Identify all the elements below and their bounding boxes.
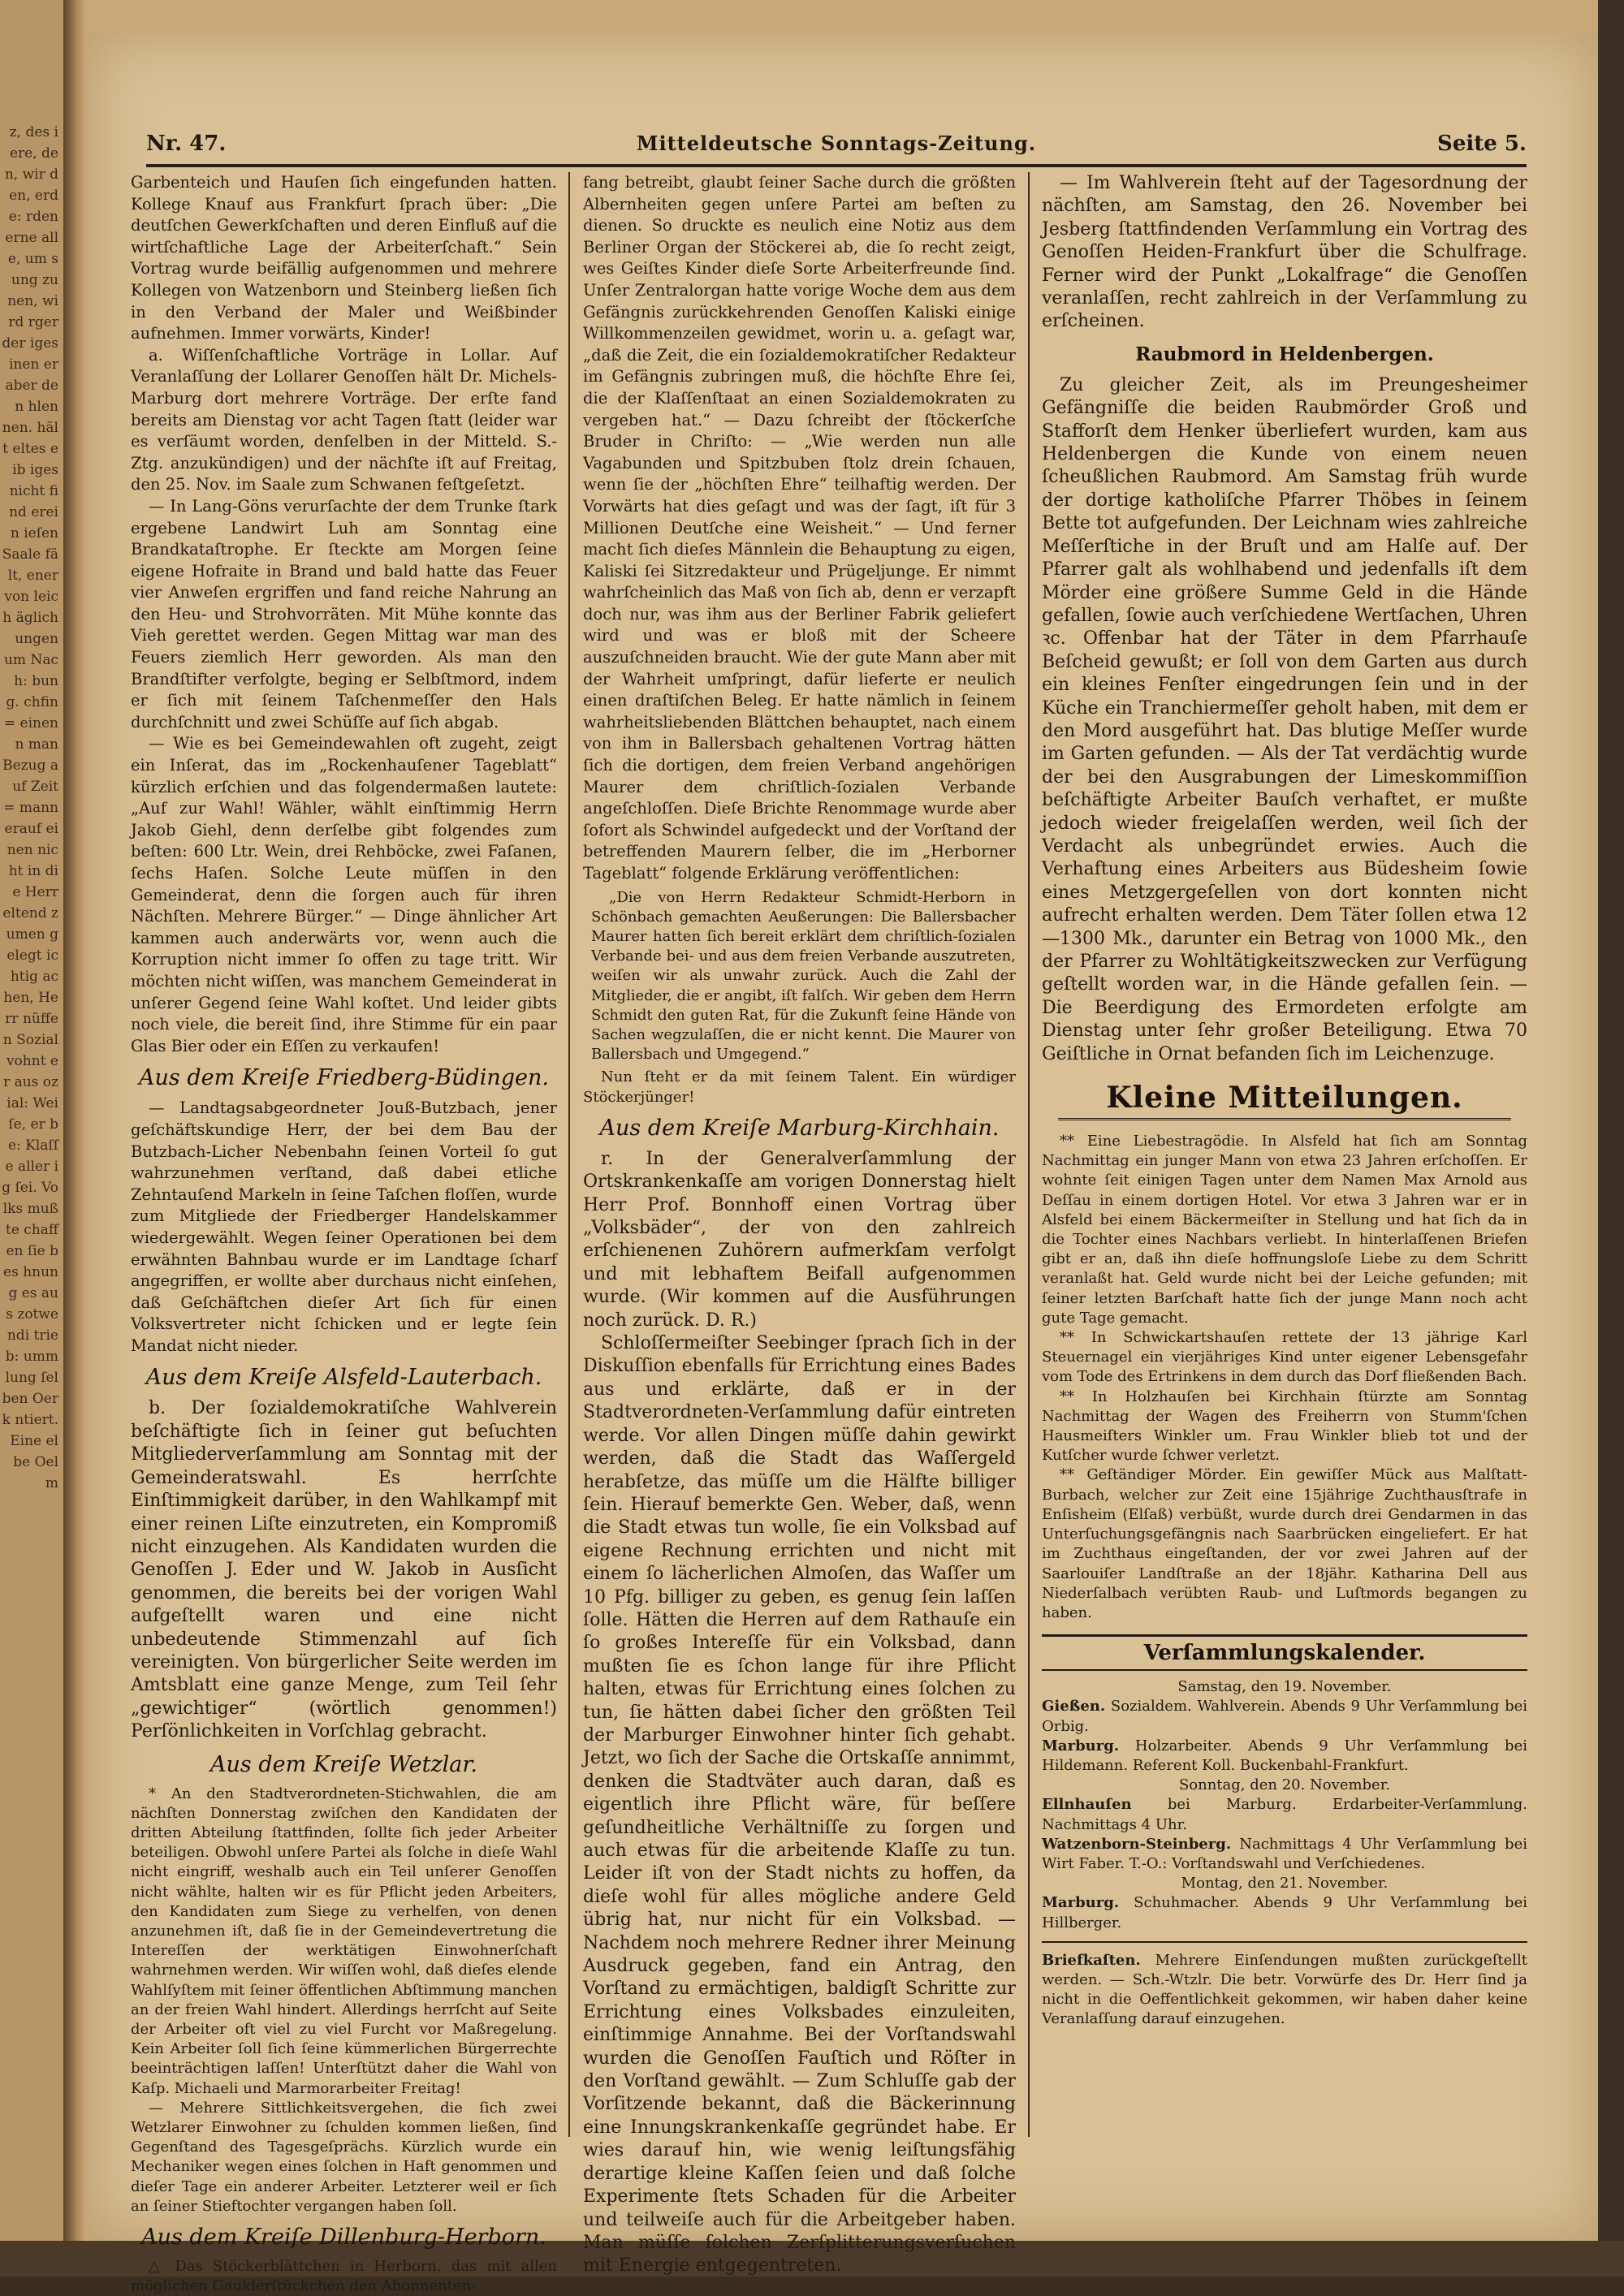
column-2 [583,172,1016,2277]
header-rule [146,164,1527,167]
article-paragraph: b. Der ſozialdemokratiſche Wahlverein beſchäftigte ſich in ſeiner gut beſuchten Mitgliederverſammlung am Sonntag mit der Gemeinderatswahl. Es herrſchte Einſtimmigkeit darüber, in den Wahlkampf mit einer reinen Liſte einzutreten, ein Kompromiß nicht einzugehen. Als Kandidaten wurden die Genoſſen J. Eder und W. Jakob in Ausſicht genommen, die bereits bei der vorigen Wahl aufgeſtellt waren und eine nicht unbedeutende Stimmenzahl auf ſich vereinigten. Von bürgerlicher Seite werden im Amtsblatt eine ganze Menge, zum Teil ſehr „gewichtiger“ (wörtlich genommen!) Perſönlichkeiten in Vorſchlag gebracht. [131,1398,557,1742]
column-rule-2 [1028,172,1030,2137]
calendar-date: Montag, den 21. November. [1181,1875,1389,1892]
book-gutter [63,0,86,2277]
calendar-details: Sozialdem. Wahlverein. Abends 9 Uhr Verſammlung bei Orbig. [1042,1698,1528,1735]
calendar-details: Nachmittags 4 Uhr Verſammlung bei Wirt Faber. T.-O.: Vorſtandswahl und Verſchiedenes. [1042,1835,1527,1872]
article-paragraph: fang betreibt, glaubt ſeiner Sache durch die größten Albernheiten gegen unſere Partei am beſten zu dienen. So druckte es neulich eine Notiz aus dem Berliner Organ der Stöckerei ab, die ſo recht zeigt, wes Geiſtes Kinder dieſe Sorte Arbeiterfreunde ſind. Unſer Zentralorgan hatte vorige Woche dem aus dem Gefängnis zurückkehrenden Genoſſen Kaliski einige Willkommenzeilen gewidmet, worin u. a. geſagt war, „daß die Zeit, die ein ſozialdemokratiſcher Redakteur im Gefängnis zubringen muß, die höchſte Ehre ſei, die der Klaſſenſtaat an einen Sozialdemokraten zu vergeben hat.“ — Dazu ſchreibt der ſtöckerſche Bruder in Chriſto: — „Wie werden nun alle Vagabunden und Spitzbuben ſtolz drein ſchauen, wenn ſie der „höchſten Ehre“ teilhaftig werden. Der Vorwärts hat dies geſagt und was der ſagt, iſt für 3 Millionen Deutſche eine Weisheit.“ — Und ferner macht ſich dieſes Männlein die Behauptung zu eigen, Kaliski ſei Sitzredakteur und Prügeljunge. Er nimmt wahrſcheinlich das Maß von ſich ab, denn er verzapft doch nur, was ihm aus der Berliner Fabrik geliefert wird und was er bloß mit der Scheere auszuſchneiden braucht. Wie der gute Mann aber mit der Wahrheit umſpringt, dafür lieferte er neulich einen draſtiſchen Beleg. Er hatte nämlich in ſeinem wahrheitsliebenden Blättchen behauptet, nach einem von ihm in Ballersbach gehaltenen Vortrag hätten ſich die dortigen, dem freien Verband angehörigen Maurer dem chriſtlich-ſozialen Verbande angeſchloſſen. Dieſe Brichte Renommage wurde aber ſofort als Schwindel aufgedeckt und der Vorſtand der betreffenden Maurern ſelber, die im „Herborner Tageblatt“ folgende Erklärung veröffentlichen: [583,173,1016,883]
section-heading: Aus dem Kreiſe Friedberg-Büdingen. [139,1065,549,1091]
article-paragraph: — Im Wahlverein ſteht auf der Tagesordnung der nächſten, am Samstag, den 26. November bei Jesberg ſtattfindenden Verſammlung ein Vortrag des Genoſſen Heiden-Frankfurt über die Schulfrage. Ferner wird der Punkt „Lokalfrage“ die Genoſſen veranlaſſen, recht zahlreich in der Verſammlung zu erſcheinen. [1042,173,1527,332]
letterbox-text: Mehrere Einſendungen mußten zurückgeſtellt werden. — Sch.-Wtzlr. Die betr. Vorwürfe des Dr. Herr ſind ja nicht in die Oeffentlichkeit gekommen, wir haben daher keine Veranlaſſung darauf einzugehen. [1042,1951,1527,2028]
right-binding-edge [1598,0,1624,2277]
calendar-place: Ellnhauſen [1042,1796,1132,1814]
article-paragraph: * An den Stadtverordneten-Stichwahlen, die am nächſten Donnerstag zwiſchen den Kandidaten der dritten Abteilung ſtattfinden, ſollte ſich jeder Arbeiter beteiligen. Obwohl unſere Partei als ſolche in dieſe Wahl nicht eingriff, weshalb auch ein Teil unſerer Genoſſen nicht wählte, halten wir es für Pflicht jeden Arbeiters, den Kandidaten zum Siege zu verhelfen, von denen anzunehmen iſt, daß ſie in der Gemeindevertretung die Intereſſen der werktätigen Einwohnerſchaft wahrnehmen werden. Wir wiſſen wohl, daß dieſes elende Wahlſyſtem mit ſeiner öffentlichen Abſtimmung manchen an der freien Wahl hindert. Allerdings herrſcht auf Seite der Arbeiter oft viel zu viel Furcht vor Maßregelung. Kein Arbeiter ſoll ſich ſeine kümmerlichen Bürgerrechte beeinträchtigen laſſen! Unterſtützt daher die Wahl von Kaſp. Michaeli und Marmorarbeiter Freitag! [131,1785,557,2097]
calendar-entry [1042,1795,1527,1834]
article-paragraph: — Mehrere Sittlichkeitsvergehen, die ſich zwei Wetzlarer Einwohner zu ſchulden kommen ließen, ſind Gegenſtand des Tagesgeſprächs. Kürzlich wurde ein Mechaniker wegen eines ſolchen in Haft genommen und dieſer Tage ein anderer Arbeiter. Letzterer weil er ſich an ſeiner Stieftochter vergangen haben ſoll. [131,2099,557,2215]
section-heading: Aus dem Kreiſe Dillenburg-Herborn. [141,2225,546,2251]
calendar-entry [1042,1835,1527,1874]
calendar-place: Marburg. [1042,1737,1120,1754]
section-heading: Raubmord in Heldenbergen. [1135,343,1434,365]
adjacent-page-edge [0,0,67,2277]
article-paragraph: Garbenteich und Hauſen ſich eingefunden hatten. Kollege Knauf aus Frankfurt ſprach über: „Die deutſchen Gewerkſchaften und deren Einfluß auf die wirtſchaftliche Lage der Arbeiterſchaft.“ Sein Vortrag wurde beifällig aufgenommen und mehrere Kollegen von Watzenborn und Steinberg ließen ſich in den Verband der Maler und Weißbinder aufnehmen. Immer vorwärts, Kinder! [131,173,557,343]
article-paragraph: — Landtagsabgeordneter Jouß-Butzbach, jener geſchäftskundige Herr, der bei dem Bau der Butzbach-Licher Nebenbahn ſeinen Vorteil ſo gut wahrzunehmen verſtand, daß dabei etliche Zehntauſend Markeln in ſeine Taſchen floſſen, wurde zum Mitgliede der Friedberger Handelskammer wiedergewählt. Wegen ſeiner Operationen bei dem erwähnten Bahnbau wurde er im Landtage ſcharf angegriffen, er wollte aber durchaus nicht einſehen, daß Geſchäftchen dieſer Art ſich für einen Volksvertreter nicht ſchicken und er legte ſein Mandat nicht nieder. [131,1098,557,1355]
calendar-entry [1042,1737,1527,1776]
news-item: ** Geſtändiger Mörder. Ein gewiſſer Mück aus Malſtatt-Burbach, welcher zur Zeit eine 15jährige Zuchthausſtrafe in Enſisheim (Elſaß) verbüßt, wurde durch drei Gendarmen in das Unterſuchungsgefängnis nach Saarbrücken eingeliefert. Er hat im Zuchthaus eingeſtanden, der vor zwei Jahren auf der Saarlouiſer Landſtraße an der 18jähr. Katharina Dell aus Niederſalbach verübten Raub- und Luſtmords begangen zu haben. [1042,1466,1527,1621]
calendar-place: Watzenborn-Steinberg. [1042,1835,1232,1853]
section-heading: Verſammlungskalender. [1042,1634,1527,1671]
quoted-statement: „Die von Herrn Redakteur Schmidt-Herborn in Schönbach gemachten Aeußerungen: Die Ballersbacher Maurer hatten ſich bereit erklärt dem chriſtlich-ſozialen Verbande bei- und aus dem freien Verbande auszutreten, weiſen wir als unwahr zurück. Auch die Zahl der Mitglieder, die er angibt, iſt falſch. Wir geben dem Herrn Schmidt den guten Rat, für die Zukunft ſeine Hände von Sachen wegzulaſſen, die er nicht kennt. Die Maurer von Ballersbach und Umgegend.“ [591,888,1016,1064]
calendar-details: Holzarbeiter. Abends 9 Uhr Verſammlung bei Hildemann. Referent Koll. Buckenbahl-Frankfurt. [1042,1737,1527,1774]
page-number: Seite 5. [1437,132,1527,156]
section-heading: Kleine Mitteilungen. [1058,1081,1511,1120]
issue-number: Nr. 47. [146,132,227,156]
article-paragraph: Nun ſteht er da mit ſeinem Talent. Ein würdiger Stöckerjünger! [583,1068,1016,1106]
article-paragraph: a. Wiſſenſchaftliche Vorträge in Lollar. Auf Veranlaſſung der Lollarer Genoſſen hält Dr. Michels-Marburg dort mehrere Vorträge. Der erſte fand bereits am Dienstag vor acht Tagen ſtatt (leider war es verſäumt worden, denſelben in der Mitteld. S.-Ztg. anzukündigen) und der nächſte iſt auf Freitag, den 25. Nov. im Saale zum Schwanen feſtgeſetzt. [131,345,557,494]
article-paragraph: Zu gleicher Zeit, als im Preungesheimer Gefängniſſe die beiden Raubmörder Groß und Stafforſt dem Henker überliefert wurden, kam aus Heldenbergen die Kunde von einem neuen ſcheußlichen Raubmord. Am Samstag früh wurde der dortige katholiſche Pfarrer Thöbes in ſeinem Bette tot aufgefunden. Der Leichnam wies zahlreiche Meſſerſtiche in der Bruſt und am Halſe auf. Der Pfarrer galt als wohlhabend und jedenfalls iſt dem Mörder eine größere Summe Geld in die Hände gefallen, ſowie auch verſchiedene Wertſachen, Uhren ꝛc. Offenbar hat der Täter in dem Pfarrhauſe Beſcheid gewußt; er ſoll von dem Garten aus durch ein kleines Fenſter eingedrungen ſein und in der Küche ein Tranchiermeſſer geholt haben, mit dem er den Mord ausgeführt hat. Das blutige Meſſer wurde im Garten gefunden. — Als der Tat verdächtig wurde der bei den Ausgrabungen der Limeskommiſſion beſchäftigte Arbeiter Bauſch verhaftet, er mußte jedoch wieder freigelaſſen werden, weil ſich der Verdacht als unbegründet erwies. Auch die Verhaftung eines Arbeiters aus Büdesheim ſowie eines Metzgergeſellen von dort konnten nicht aufrecht erhalten werden. Dem Täter ſollen etwa 12—1300 Mk., darunter ein Betrag von 1000 Mk., den der Pfarrer zu Wohltätigkeitszwecken zur Verfügung geſtellt worden war, in die Hände gefallen ſein. — Die Beerdigung des Ermordeten erfolgte am Dienstag unter ſehr großer Beteiligung. Etwa 70 Geiſtliche in Ornat befanden ſich im Leichenzuge. [1042,374,1527,1064]
calendar-date: Sonntag, den 20. November. [1178,1776,1391,1794]
column-rule-1 [568,172,570,2137]
letterbox-title: Briefkaſten. [1042,1951,1141,1969]
calendar-entry [1042,1893,1527,1932]
newspaper-title: Mitteldeutsche Sonntags-Zeitung. [636,132,1037,155]
article-paragraph: Schloſſermeiſter Seebinger ſprach ſich in der Diskuſſion ebenfalls für Errichtung eines Bades aus und erklärte, daß er in der Stadtverordneten-Verſammlung dafür eintreten werde. Vor allen Dingen müſſe dahin gewirkt werden, daß die Stadt das Waſſergeld herabſetze, das müſſe um die Hälfte billiger ſein. Hierauf bemerkte Gen. Weber, daß, wenn die Stadt etwas tun wolle, ſie ein Volksbad auf eigene Rechnung errichten und nicht mit einem ſo lächerlichen Almoſen, das Waſſer um 10 Pfg. billiger zu geben, es genug ſein laſſen ſolle. Hätten die Herren auf dem Rathauſe ein ſo großes Intereſſe für ein Volksbad, dann mußten ſie es ſchon lange für ihre Pflicht halten, etwas für Errichtung eines ſolchen zu tun, ſie hätten dabei ſicher den größten Teil der Marburger Einwohner hinter ſich gehabt. Jetzt, wo ſich der Sache die Ortskaſſe annimmt, denken die Stadtväter auch daran, daß es eigentlich ihre Pflicht wäre, für beſſere geſundheitliche Verhältniſſe zu ſorgen und auch etwas für die arbeitende Klaſſe zu tun. Leider iſt von der Stadt nichts zu hoffen, da dieſe wohl für alles mögliche andere Geld übrig hat, nur nicht für ein Volksbad. — Nachdem noch mehrere Redner ihrer Meinung Ausdruck gegeben, fand ein Antrag, den Vorſtand zu ermächtigen, baldigſt Schritte zur Errichtung eines Volksbades einzuleiten, einſtimmige Annahme. Bei der Vorſtandswahl wurden die Genoſſen Fauſtich und Röſter in den Vorſtand gewählt. — Zum Schluſſe gab der Vorſitzende bekannt, daß die Bäckerinnung eine Innungskrankenkaſſe gegründet habe. Er wies darauf hin, wie wenig leiſtungsfähig derartige kleine Kaſſen ſeien und daß ſolche Experimente ſtets Schaden für die Arbeiter und teilweiſe auch für die Arbeitgeber haben. Man müſſe ſolchen Zerſplitterungsverſuchen mit Energie entgegentreten. [583,1333,1016,2277]
adjacent-page-text: z, des iere, den, wir den, erde: rden erne alle, um sung zu nen, wird rger der iges inen er aber den hlen nen. hält eltes eib iges nicht find erein ieſen Saale fält, ener von leich äglich ungen um Nach: bung. chfin= einen n man Bezug auf Zeit= mann erauf einen nicht in die Herr eltend zumen gelegt ichtig achen, Herr nüffen Sozial vohnt er aus ozial: Weiſe, er be: Klaſſe aller ig ſei. Volks mußte chaffen ſie bes hnung es aus zotwendi trieb: ummlung ſelben Oerk ntiert. Eine elbe Oelm [2,124,58,1491]
calendar-entry [1042,1697,1527,1736]
calendar-details: Schuhmacher. Abends 9 Uhr Verſammlung bei Hillberger. [1042,1894,1527,1931]
column-3 [1042,172,1527,2137]
page-header [146,132,1527,164]
article-paragraph: — Wie es bei Gemeindewahlen oft zugeht, zeigt ein Inſerat, das im „Rockenhauſener Tageblatt“ kürzlich erſchien und das folgendermaßen lautete: „Auf zur Wahl! Wähler, wählt einſtimmig Herrn Jakob Giehl, denn derſelbe gibt folgendes zum beſten: 600 Ltr. Wein, drei Rehböcke, zwei Faſanen, ſechs Haſen. Solche Leute müſſen in den Gemeinderat, denn die ſorgen auch für ihren Nächſten. Mehrere Bürger.“ — Dinge ähnlicher Art kammen auch anderwärts vor, wenn auch die Korruption nicht immer ſo offen zu tage tritt. Wir möchten nicht wiſſen, was manchem Gemeinderat in unſerer Gegend ſeine Wahl koſtet. Und leider gibts noch viele, die bereit ſind, ihre Stimme für ein paar Glas Bier oder ein Eſſen zu verkaufen! [131,734,557,1055]
meeting-calendar [1042,1677,1527,1933]
article-paragraph: △ Das Stöckerblättchen in Herborn, das mit allen möglichen Gauklerſtückchen den Abonnenten- [131,2258,557,2295]
column-1 [131,172,557,2295]
section-heading: Aus dem Kreiſe Marburg-Kirchhain. [599,1115,1000,1141]
news-item: ** In Holzhauſen bei Kirchhain ſtürzte am Sonntag Nachmittag der Wagen des Freiherrn von Stumm'ſchen Hausmeiſters Winkler um. Frau Winkler blieb tot und der Kutſcher wurde ſchwer verletzt. [1042,1388,1527,1465]
news-item: ** In Schwickartshauſen rettete der 13 jährige Karl Steuernagel ein vierjähriges Kind unter eigener Lebensgefahr vom Tode des Ertrinkens in dem durch das Dorf fließenden Bach. [1042,1329,1527,1386]
calendar-date: Samstag, den 19. November. [1177,1678,1392,1696]
divider [1042,1941,1527,1943]
calendar-place: Marburg. [1042,1894,1120,1912]
article-paragraph: r. In der Generalverſammlung der Ortskrankenkaſſe am vorigen Donnerstag hielt Herr Prof. Bonnhoff einen Vortrag über „Volksbäder“, der von den zahlreich erſchienenen Zuhörern aufmerkſam verfolgt und mit lebhaftem Beifall aufgenommen wurde. (Wir kommen auf die Ausführungen noch zurück. D. R.) [583,1148,1016,1331]
article-paragraph: — In Lang-Göns verurſachte der dem Trunke ſtark ergebene Landwirt Luh am Sonntag eine Brandkataſtrophe. Er ſteckte am Morgen ſeine eigene Hofraite in Brand und bald hatte das Feuer vier Anweſen ergriffen und fand reiche Nahrung an den Heu- und Strohvorräten. Mit Mühe konnte das Vieh gerettet werden. Gegen Mittag war man des Feuers ziemlich Herr geworden. Als man den Brandſtifter verfolgte, beging er Selbſtmord, indem er ſich mit ſeinem Taſchenmeſſer den Hals durchſchnitt und zwei Schüſſe auf ſich abgab. [131,496,557,732]
calendar-details: bei Marburg. Erdarbeiter-Verſammlung. Nachmittags 4 Uhr. [1042,1796,1527,1833]
news-item: ** Eine Liebestragödie. In Alsfeld hat ſich am Sonntag Nachmittag ein junger Mann von etwa 23 Jahren erſchoſſen. Er wohnte ſeit einigen Tagen unter dem Namen Max Arnold aus Deſſau in einem dortigen Hotel. Vor etwa 3 Jahren war er in Alsfeld bei einem Bäckermeiſter in Stellung und hat ſich da in die Tochter eines Nachbars verliebt. In hinterlaſſenen Briefen gibt er an, daß ihn dieſe hoffnungsloſe Liebe zu dem Schritt veranlaßt hat. Geld wurde nicht bei der Leiche gefunden; mit ſeiner letzten Barſchaft hatte ſich der junge Mann noch acht gute Tage gemacht. [1042,1133,1527,1327]
section-heading: Aus dem Kreiſe Wetzlar. [210,1751,477,1777]
section-heading: Aus dem Kreiſe Alsfeld-Lauterbach. [145,1365,542,1391]
newspaper-page [88,32,1598,2295]
calendar-place: Gießen. [1042,1698,1106,1716]
letterbox [1042,1951,1527,2030]
